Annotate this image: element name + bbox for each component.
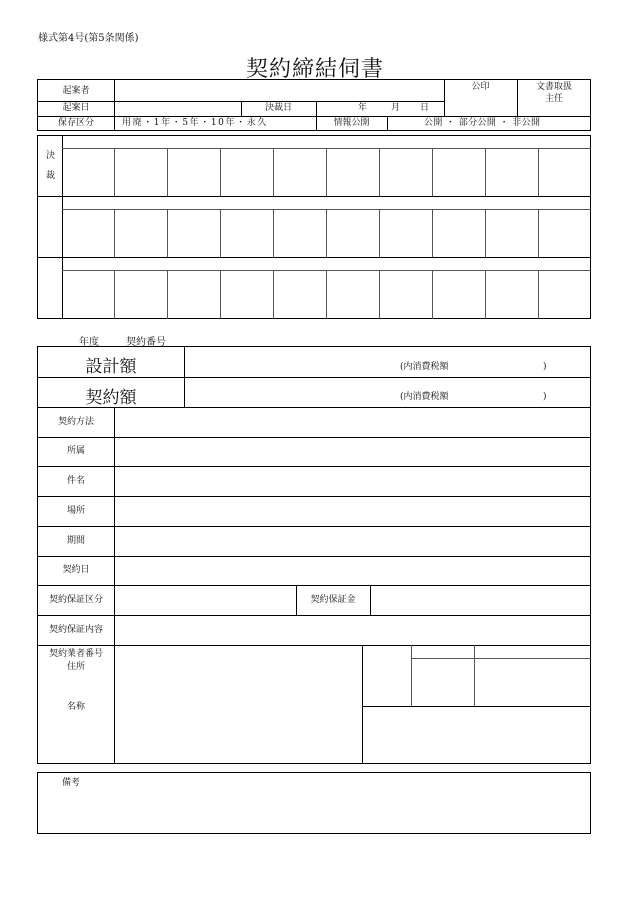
design-tax-close: ) xyxy=(543,362,547,372)
address-label: 住所 xyxy=(66,662,85,672)
remarks-label: 備考 xyxy=(62,778,81,788)
guarantee-amount-field[interactable] xyxy=(372,587,589,614)
period-field[interactable] xyxy=(116,528,589,555)
location-label: 場所 xyxy=(66,506,85,516)
guarantee-detail-label: 契約保証内容 xyxy=(48,625,103,635)
contractor-info-field[interactable] xyxy=(116,647,361,763)
subject-label: 件名 xyxy=(66,476,85,486)
contractor-number-label: 契約業者番号 xyxy=(48,649,103,659)
method-field[interactable] xyxy=(116,409,589,436)
decision-date-label: 決裁日 xyxy=(264,103,292,113)
design-amount-field[interactable] xyxy=(186,348,396,376)
contract-date-field[interactable] xyxy=(116,557,589,584)
guarantee-type-field[interactable] xyxy=(116,587,295,614)
contract-tax-note: (内消費税額 xyxy=(400,392,449,402)
subject-field[interactable] xyxy=(116,468,589,495)
contract-number-label: 契約番号 xyxy=(126,337,166,348)
name-label: 名称 xyxy=(66,702,85,712)
contract-amount-label: 契約額 xyxy=(85,388,137,408)
date-day: 日 xyxy=(420,103,430,113)
drafter-field[interactable] xyxy=(114,86,444,100)
design-tax-note: (内消費税額 xyxy=(400,362,449,372)
department-label: 所属 xyxy=(66,446,85,456)
drafter-label: 起案者 xyxy=(62,86,90,96)
approval-label-1: 決 xyxy=(46,151,56,161)
guarantee-detail-field[interactable] xyxy=(116,617,589,644)
page-title: 契約締結伺書 xyxy=(245,57,384,82)
doc-handler-label: 文書取扱 xyxy=(535,82,572,92)
date-month: 月 xyxy=(391,103,401,113)
fiscal-year-label: 年度 xyxy=(79,337,99,348)
retention-label: 保存区分 xyxy=(57,118,94,128)
stamp-label: 公印 xyxy=(471,82,490,92)
contract-tax-close: ) xyxy=(543,392,547,402)
department-field[interactable] xyxy=(116,438,589,465)
location-field[interactable] xyxy=(116,498,589,525)
contract-amount-field[interactable] xyxy=(186,379,396,406)
draft-date-label: 起案日 xyxy=(62,103,90,113)
date-year: 年 xyxy=(358,103,368,113)
design-amount-label: 設計額 xyxy=(85,357,137,377)
method-label: 契約方法 xyxy=(57,417,94,427)
remarks-box[interactable] xyxy=(37,772,591,834)
disclosure-label: 情報公開 xyxy=(333,118,370,128)
form-number: 様式第4号(第5条関係) xyxy=(38,33,139,44)
approval-grid xyxy=(37,135,591,319)
guarantee-type-label: 契約保証区分 xyxy=(48,595,103,605)
doc-handler-label-2: 主任 xyxy=(544,94,563,104)
period-label: 期間 xyxy=(66,536,85,546)
contract-date-label: 契約日 xyxy=(62,565,90,575)
guarantee-amount-label: 契約保証金 xyxy=(310,595,356,605)
approval-label-2: 裁 xyxy=(46,171,56,181)
retention-options[interactable]: 用廃・1年・5年・10年・永久 xyxy=(122,118,268,128)
disclosure-options[interactable]: 公開 ・ 部分公開 ・ 非公開 xyxy=(424,118,541,128)
